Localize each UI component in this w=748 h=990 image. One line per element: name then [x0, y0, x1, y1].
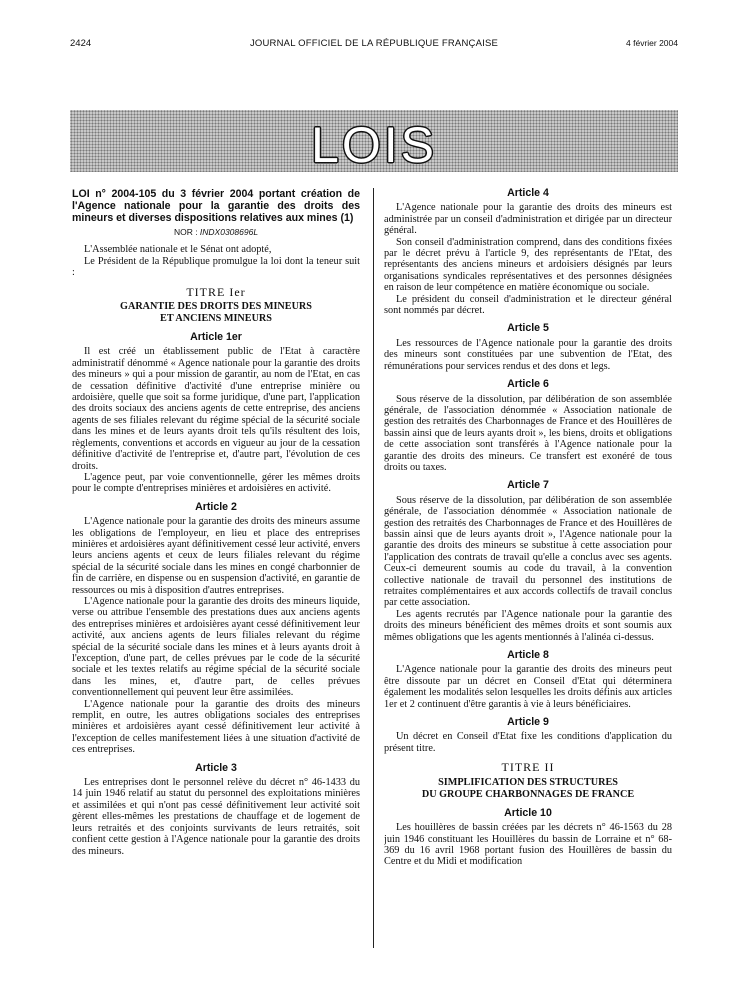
article-heading: Article 9	[507, 716, 549, 729]
article-paragraph: L'agence peut, par voie conventionnelle, gérer les mêmes droits pour le compte d'entreprises minières et ardoisières en activité.	[72, 471, 360, 495]
article-paragraph: L'Agence nationale pour la garantie des droits des mineurs assume les obligations de l'employeur, en lieu et place des entreprises minières et ardoisières ayant définitivement cessé leur activité, envers leurs anciens agents et ceux de leurs filiales relevant du régime spécial de la sécurité sociale dans les mines en congé charbonnier de fin de carrière, en dispense ou en suspension d'activité, en garantie de ressources ou mis à disposition d'autres entreprises.	[72, 516, 360, 596]
titre-subtitle-line: DU GROUPE CHARBONNAGES DE FRANCE	[421, 788, 635, 800]
article-paragraph: Les houillères de bassin créées par les décrets n° 46-1563 du 28 juin 1946 constituant les Houillères du bassin de Lorraine et n° 68-369 du 16 avril 1968 portant fusion des Houillères de bassin du Centre et du Midi et modification	[384, 822, 672, 868]
preamble-paragraph: Le Président de la République promulgue la loi dont la teneur suit :	[72, 255, 360, 279]
article-paragraph: L'Agence nationale pour la garantie des droits des mineurs liquide, verse ou attribue l'ensemble des prestations dues aux anciens agents des entreprises minières et ardoisières ayant cessé définitivement leur activité, aux anciens agents de leurs filiales relevant du régime spécial de la sécurité sociale dans les mines et à leurs ayants droit à l'exception, d'une part, de celles prévues par le code de la sécurité sociale et les textes relatifs au régime spécial de la sécurité sociale dans les mines, et, d'autre part, de celles prévues conventionnellement qui peuvent leur être assimilées.	[72, 595, 360, 699]
article-heading: Article 7	[507, 479, 549, 492]
article-paragraph: Sous réserve de la dissolution, par délibération de son assemblée générale, de l'association dénommée « Association nationale de gestion des retraités des Charbonnages de France et des Houillères de bassin ainsi que de leurs ayants droit », les biens, droits et obligations de cette association sont transférés à l'Agence nationale pour la garantie des droits des mineurs. Ce transfert est exonéré de tous droits ou taxes.	[384, 393, 672, 473]
titre-heading: TITRE Ier	[186, 284, 246, 299]
titre-subtitle-line: GARANTIE DES DROITS DES MINEURS	[120, 301, 312, 313]
titre-subtitle	[384, 777, 672, 801]
article-heading: Article 8	[507, 649, 549, 662]
section-banner	[70, 110, 678, 172]
article-paragraph: Son conseil d'administration comprend, dans des conditions fixées par le décret prévu à l'article 9, des représentants de l'Etat, des représentants des anciens mineurs et ardoisiers désignés par leurs organisations syndicales représentatives et des personnes désignées en raison de leur compétence en matière économique ou sociale.	[384, 236, 672, 294]
nor-label: NOR :	[173, 227, 200, 237]
page-header	[70, 38, 678, 52]
article-heading: Article 6	[507, 378, 549, 391]
right-column	[384, 188, 672, 958]
journal-title: JOURNAL OFFICIEL DE LA RÉPUBLIQUE FRANÇAISE	[249, 38, 499, 49]
article-paragraph: Le président du conseil d'administration et le directeur général sont nommés par décret.	[384, 293, 672, 317]
article-paragraph: Les ressources de l'Agence nationale pour la garantie des droits des mineurs sont constituées par une subvention de l'Etat, des rémunérations pour services rendus et des dons et legs.	[384, 337, 672, 372]
section-banner-title: LOIS	[311, 117, 437, 173]
article-paragraph: L'Agence nationale pour la garantie des droits des mineurs est administrée par un conseil d'administration et dirigée par un directeur général.	[384, 202, 672, 237]
column-divider	[373, 188, 374, 948]
page-number: 2424	[70, 38, 92, 49]
article-heading: Article 1er	[190, 331, 242, 344]
article-paragraph: Les agents recrutés par l'Agence nationale pour la garantie des droits des mineurs bénéficient des mêmes droits et sont soumis aux mêmes obligations que les agents mentionnés à l'alinéa ci-dessus.	[384, 608, 672, 643]
article-paragraph: Un décret en Conseil d'Etat fixe les conditions d'application du présent titre.	[384, 731, 672, 754]
titre-subtitle	[72, 301, 360, 325]
nor-code: INDX0308696L	[199, 227, 259, 237]
law-title: LOI n° 2004-105 du 3 février 2004 portant création de l'Agence nationale pour la garantie des droits des mineurs et diverses dispositions relatives aux mines (1)	[72, 188, 360, 224]
left-column	[72, 188, 360, 958]
article-paragraph: L'Agence nationale pour la garantie des droits des mineurs remplit, en outre, les autres obligations sociales des entreprises minières et ardoisières ayant cessé définitivement leur activité à l'exception de celles manifestement liées à une situation d'activité de ces entreprises.	[72, 698, 360, 756]
article-paragraph: Sous réserve de la dissolution, par délibération de son assemblée générale, de l'association dénommée « Association nationale de gestion des retraités des Charbonnages de France et des Houillères de bassin ainsi que de leurs ayants droit », l'Agence nationale pour la garantie des droits des mineurs se substitue à cette association pour l'application des contrats de travail qu'elle a conclus avec ses agents. Ceux-ci demeurent soumis au code du travail, à la convention collective nationale de travail du personnel des institutions de retraites complémentaires et aux accords collectifs de travail conclus par cette association.	[384, 494, 672, 609]
article-heading: Article 5	[507, 322, 549, 335]
preamble-paragraph: L'Assemblée nationale et le Sénat ont adopté,	[84, 244, 272, 256]
article-heading: Article 3	[195, 761, 237, 774]
titre-heading: TITRE II	[501, 760, 555, 775]
article-paragraph: Il est créé un établissement public de l'Etat à caractère administratif dénommé « Agence nationale pour la garantie des droits des mineurs » qui a pour mission de garantir, au nom de l'Etat, en cas de cessation définitive d'activité d'une entreprise minière ou ardoisière, quelle que soit sa forme juridique, d'une part, l'application des droits sociaux des anciens agents de cette entreprise, des anciens agents de ses filiales relevant du régime spécial de la sécurité sociale dans les mines et de leurs ayants droit tels qu'ils résultent des lois, règlements, conventions et accords en vigueur au jour de la cessation définitive d'activité de l'entreprise et, d'autre part, l'évolution de ces droits.	[72, 346, 360, 472]
article-paragraph: L'Agence nationale pour la garantie des droits des mineurs peut être dissoute par un décret en Conseil d'Etat qui déterminera également les modalités selon lesquelles les droits définis aux articles 1er et 2 continuent d'être garantis à vie à leurs bénéficiaires.	[384, 664, 672, 710]
article-paragraph: Les entreprises dont le personnel relève du décret n° 46-1433 du 14 juin 1946 relatif au statut du personnel des exploitations minières et assimilées et qui n'ont pas cessé définitivement leur activité soit gèrent elles-mêmes les prestations de chauffage et de logement de leurs retraités et des conjoints survivants de leurs retraités, soit confient cette gestion à l'Agence nationale pour la garantie des droits des mineurs.	[72, 777, 360, 857]
nor-reference	[72, 227, 360, 238]
titre-subtitle-line: SIMPLIFICATION DES STRUCTURES	[438, 776, 618, 788]
article-heading: Article 4	[507, 188, 549, 199]
publication-date: 4 février 2004	[626, 38, 678, 48]
titre-subtitle-line: ET ANCIENS MINEURS	[160, 313, 272, 325]
article-heading: Article 10	[504, 806, 552, 819]
article-heading: Article 2	[195, 500, 237, 513]
